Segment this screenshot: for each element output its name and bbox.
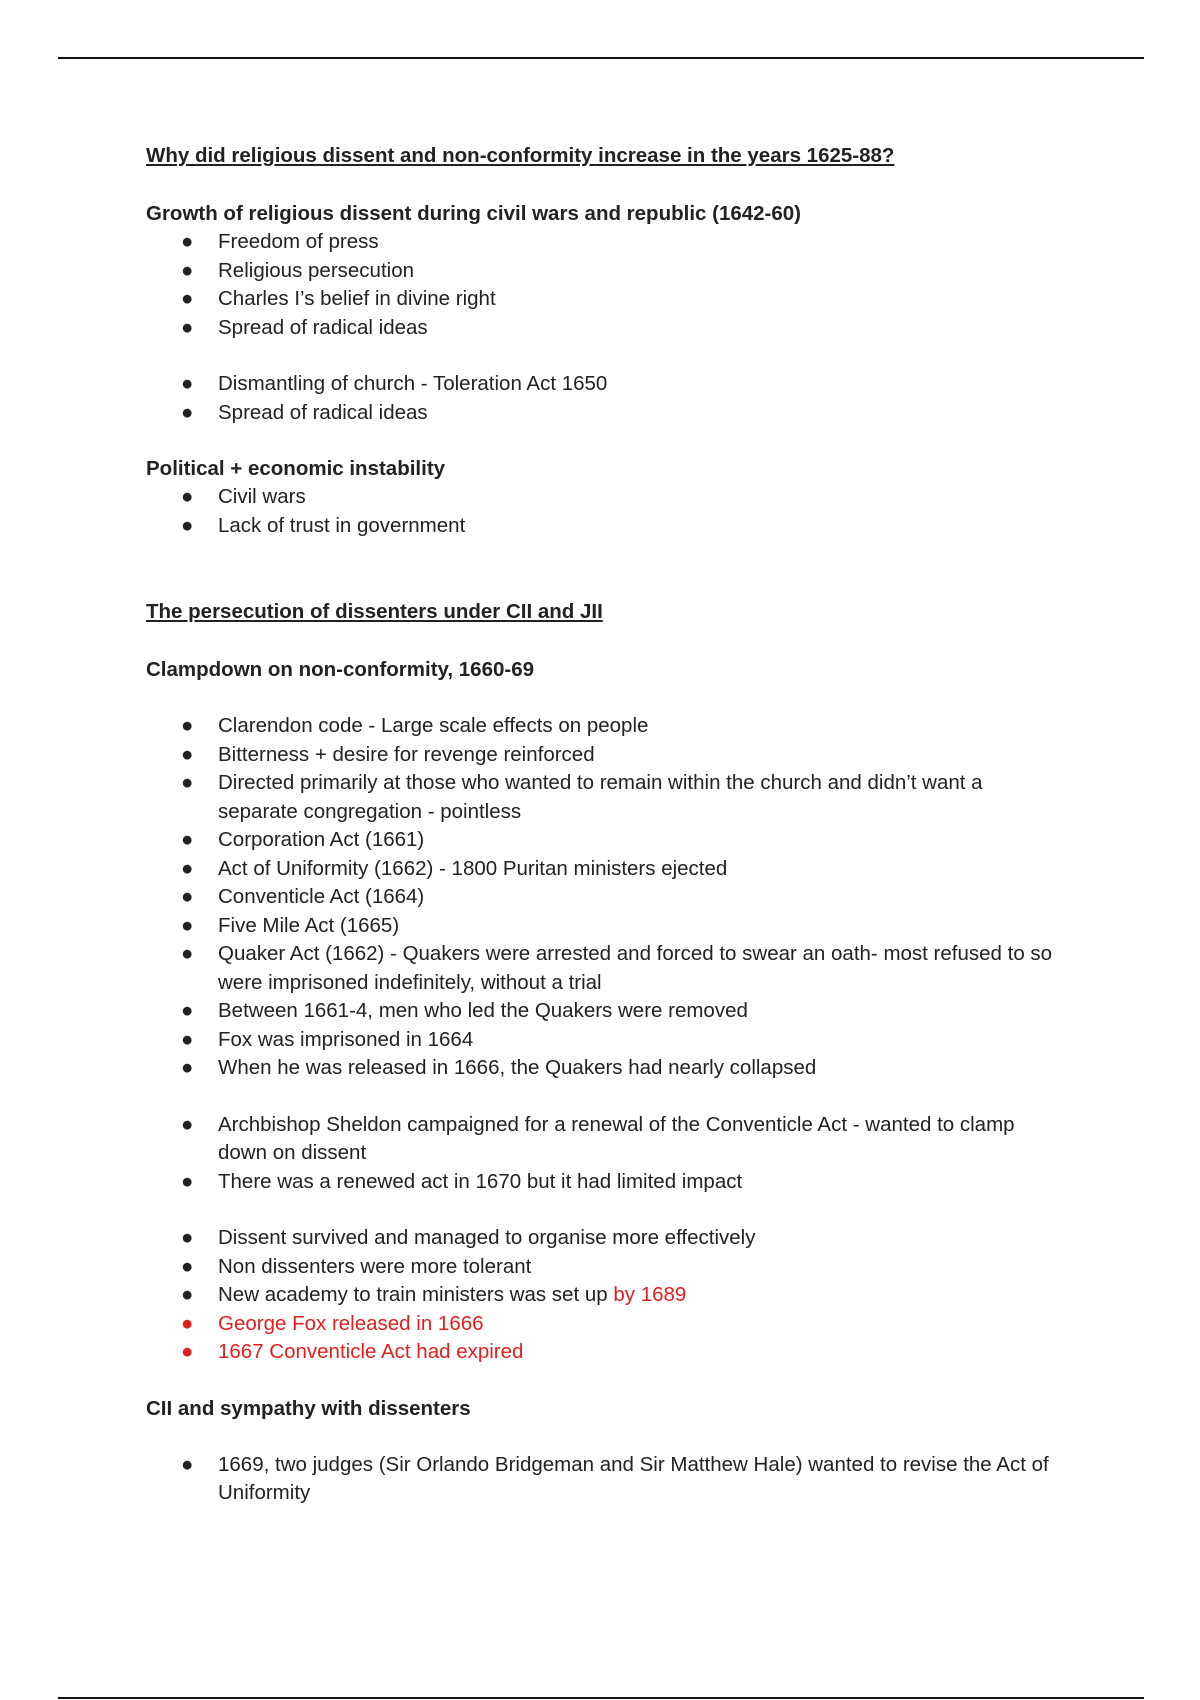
list-item [146,483,1066,512]
bullet-icon: ● [181,885,194,908]
list-item [146,769,1066,826]
list-item [146,1451,1066,1508]
list-item [146,883,1066,912]
list-item-text: There was a renewed act in 1670 but it had limited impact [218,1169,743,1193]
list-item-text: Corporation Act (1661) [218,828,425,851]
list-academy [146,1281,1066,1310]
section-title-dissent: Why did religious dissent and non-conformity increase in the years 1625-88? [146,144,895,167]
list-clampdown-b [146,1111,1066,1197]
section-title-persecution: The persecution of dissenters under CII and JII [146,600,603,623]
list-item-text: Directed primarily at those who wanted to remain within the church and didn’t want a separate congregation - pointless [218,771,983,823]
list-item [146,1026,1066,1055]
bullet-icon: ● [181,913,194,937]
list-item-text: Clarendon code - Large scale effects on people [218,714,649,737]
list-item-text: Bitterness + desire for revenge reinforced [218,742,595,766]
list-item [146,997,1066,1026]
bullet-icon: ● [181,315,194,339]
list-item-text: Non dissenters were more tolerant [218,1254,532,1278]
list-item [146,1168,1066,1197]
bullet-icon: ● [181,230,194,253]
list-item [146,1253,1066,1282]
list-item [146,314,1066,343]
bullet-icon: ● [181,485,194,508]
list-item [146,940,1066,997]
list-item-text: Freedom of press [218,230,379,253]
bullet-icon: ● [181,1311,194,1335]
bullet-icon: ● [181,1452,194,1476]
list-red-notes [146,1310,1066,1367]
bullet-icon: ● [181,287,194,310]
bullet-icon: ● [181,1226,194,1249]
bottom-rule [58,1697,1144,1699]
list-item-text: Act of Uniformity (1662) - 1800 Puritan ministers ejected [218,856,728,880]
list-item-text: Between 1661-4, men who led the Quakers were removed [218,999,748,1022]
list-sympathy [146,1451,1066,1508]
bullet-icon: ● [181,828,194,851]
list-item [146,512,1066,541]
bullet-icon: ● [181,942,194,965]
list-item [146,399,1066,428]
list-item-text: Fox was imprisoned in 1664 [218,1027,474,1051]
top-rule [58,57,1144,59]
heading-growth: Growth of religious dissent during civil wars and republic (1642-60) [146,202,801,225]
list-clampdown-c [146,1224,1066,1281]
list-item-text: 1669, two judges (Sir Orlando Bridgeman and Sir Matthew Hale) wanted to revise the Act of Uniformity [218,1452,1049,1504]
list-clampdown-a [146,712,1066,1083]
list-item-text: Dismantling of church - Toleration Act 1650 [218,372,608,395]
list-item [146,285,1066,314]
bullet-icon: ● [181,1027,194,1051]
list-item [146,1338,1066,1367]
heading-clampdown: Clampdown on non-conformity, 1660-69 [146,658,535,681]
list-item [146,855,1066,884]
heading-political: Political + economic instability [146,457,446,480]
list-item [146,1111,1066,1168]
bullet-icon: ● [181,1254,194,1278]
bullet-icon: ● [181,400,194,424]
bullet-icon: ● [181,771,194,794]
bullet-icon: ● [181,513,194,537]
bullet-icon: ● [181,1283,194,1306]
list-item-text: Charles I’s belief in divine right [218,287,496,310]
list-item-text: When he was released in 1666, the Quakers had nearly collapsed [218,1056,817,1079]
list-item-text: Religious persecution [218,258,415,282]
academy-text: New academy to train ministers was set up [218,1283,614,1306]
bullet-icon: ● [181,1112,194,1136]
bullet-icon: ● [181,714,194,737]
list-item-academy [146,1281,1066,1310]
list-item [146,712,1066,741]
list-item-text: Spread of radical ideas [218,400,428,424]
list-item-text: Dissent survived and managed to organise more effectively [218,1226,756,1249]
list-item [146,912,1066,941]
list-growth-a [146,228,1066,342]
bullet-icon: ● [181,742,194,766]
bullet-icon: ● [181,1340,194,1363]
document-body [146,142,1066,1508]
bullet-icon: ● [181,999,194,1022]
list-item [146,1054,1066,1083]
list-item-text: Archbishop Sheldon campaigned for a renewal of the Conventicle Act - wanted to clamp down on dissent [218,1112,1015,1164]
bullet-icon: ● [181,372,194,395]
academy-date-red: by 1689 [613,1283,687,1306]
list-item-text: Lack of trust in government [218,513,466,537]
list-item [146,1310,1066,1339]
list-political [146,483,1066,540]
bullet-icon: ● [181,258,194,282]
bullet-icon: ● [181,1056,194,1079]
list-item-text: Five Mile Act (1665) [218,913,400,937]
list-item-text: Conventicle Act (1664) [218,885,425,908]
list-item-text: Civil wars [218,485,306,508]
heading-sympathy: CII and sympathy with dissenters [146,1396,471,1420]
list-item-text: George Fox released in 1666 [218,1311,484,1335]
list-item-text: Spread of radical ideas [218,315,428,339]
bullet-icon: ● [181,856,194,880]
list-growth-b [146,370,1066,427]
list-item [146,741,1066,770]
list-item [146,257,1066,286]
list-item [146,370,1066,399]
list-item-text: 1667 Conventicle Act had expired [218,1340,524,1363]
list-item [146,826,1066,855]
list-item-text: Quaker Act (1662) - Quakers were arrested and forced to swear an oath- most refused to so were imprisoned indefinitely, without a trial [218,942,1053,994]
bullet-icon: ● [181,1169,194,1193]
list-item [146,228,1066,257]
list-item [146,1224,1066,1253]
